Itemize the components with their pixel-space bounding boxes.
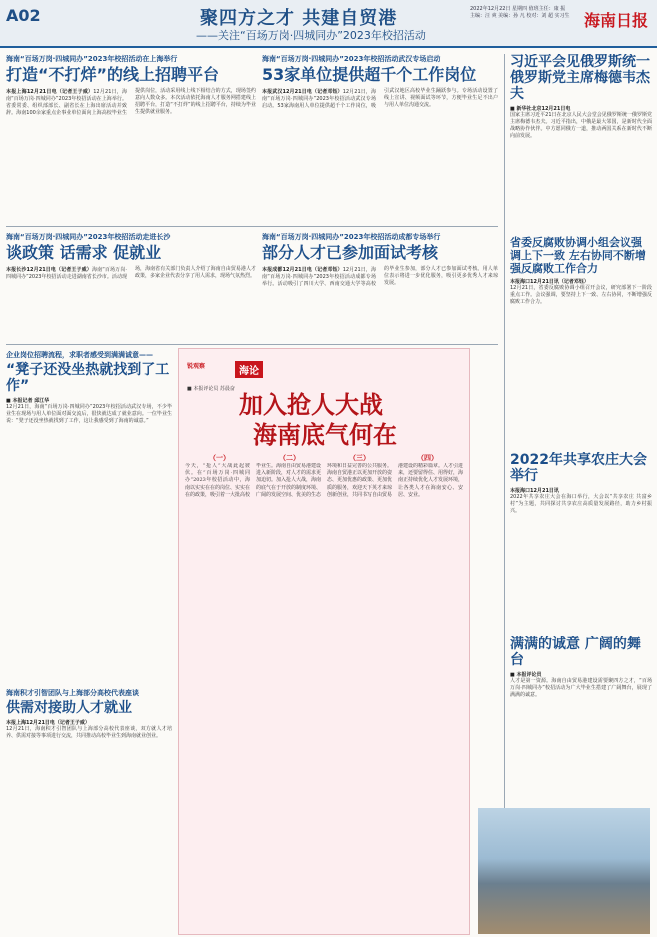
article-body: 本报武汉12月21日电（记者邓钰）12月21日，海南“百场万岗·四城同办”2023年校招活动武汉专场启动。53家海南用人单位提供超千个工作岗位，吸引武汉地区高校毕业生踊跃参与。专场活动设置了线上宣讲、视频面试等环节，方便毕业生足不出户与用人单位沟通交流。 [262,88,498,109]
article-body: 人才是第一资源。海南自由贸易港建设需要聚四方之才，“百场万岗·四城同办”校招活动为广大毕业生搭建了广阔舞台，展现了满满的诚意。 [510,678,652,698]
article-kicker: 海南“百场万岗·四城同办”2023年校招活动走进长沙 [6,233,171,241]
commentary-author: ■ 本报评论员 苏晨奋 [187,386,235,392]
article-anticorruption [510,236,652,448]
page-subtitle: ——关注“百场万岗·四城同办”2023年校招活动 [196,29,426,42]
issue-meta: 2022年12月22日 星期四 值班主任：康 振 主编：汪 爽 美编：孙 凡 校对：刘 超 实习生 [470,6,570,19]
article-chengdu [262,232,498,340]
article-headline: 谈政策 话需求 促就业 [6,243,162,262]
article-wuhan [262,54,498,222]
article-body: 本报成都12月21日电（记者邓钰）12月21日，海南“百场万岗·四城同办”2023年校招活动成都专场举行。活动吸引了四川大学、西南交通大学等高校的毕业生参加，部分人才已参加面试考核。用人单位表示将进一步优化服务，吸引更多优秀人才来琼发展。 [262,266,498,287]
section-number: （四） [417,454,438,462]
article-kicker: 海南“百场万岗·四城同办”2023年校招活动成都专场举行 [262,233,441,241]
article-body: 12月21日，海南积才引智团队与上海部分高校代表座谈，双方就人才培养、供需对接等事项进行交流，共同推动高校毕业生到海南就业创业。 [6,726,172,739]
section-number: （三） [349,454,370,462]
article-body: 国家主席习近平21日在北京人民大会堂会见俄罗斯统一俄罗斯党主席梅德韦杰夫。习近平指出，中俄是最大邻国，是新时代全面战略协作伙伴。中方愿同俄方一道，推动两国关系在新时代不断向前发展。 [510,112,652,139]
article-editorial [510,636,652,804]
article-forum [6,688,172,933]
divider [6,226,498,227]
page-number: A02 [6,6,41,25]
commentary-title-line2: 海南底气何在 [253,420,397,449]
article-xi-meeting [510,54,652,232]
article-body: 12月21日，海南“百场万岗·四城同办”2023年校招活动武汉专场，不少毕业生在现场与用人单位面对面交流后，很快就达成了就业意向。一位毕业生说：“凳子还没坐热就找到了工作，这让我感受到了海南的诚意。” [6,404,172,424]
article-byline: 本报海口12月21日讯（记者邓钰） [510,279,589,285]
commentary-body: 今天，“抢人”大战此起彼伏。在“百场万岗·四城同办”2023年校招活动中，海南以实实在在的岗位、实实在在的政策，吸引着一大批高校毕业生。海南自由贸易港建设进入新阶段，对人才的需求更加迫切。加入抢人大战，海南的底气在于开放的制度环境、广阔的发展空间、优美的生态环境和日益完善的公共服务。海南自贸港正以更加开放的姿态、更加优惠的政策、更加优质的服务，欢迎天下英才来琼创新创业，共同书写自由贸易港建设的精彩篇章。人才引进来，还要留得住、用得好，海南正持续优化人才发展环境，让各类人才在海南安心、安居、安业。 [185,463,463,498]
article-headline: 打造“不打烊”的线上招聘平台 [6,65,220,84]
divider [6,344,498,345]
column-seal: 海论 [235,361,263,378]
article-kicker: 海南积才引智团队与上海部分高校代表座谈 [6,689,139,697]
article-headline: 2022年共享农庄大会举行 [510,452,647,484]
column-divider [504,54,505,934]
column-tag: 锐观察 [187,363,206,370]
page-title: 聚四方之才 共建自贸港 [200,8,398,29]
article-headline: 供需对接助人才就业 [6,700,132,716]
article-body: 2022年共享农庄大会在海口举行，大会以“共享农庄 共富乡村”为主题，共同探讨共享农庄高质量发展路径，助力乡村振兴。 [510,494,652,514]
article-headline: 53家单位提供超千个工作岗位 [262,65,477,84]
newspaper-logo: 海南日报 [584,11,649,30]
article-byline: 本报上海12月21日电（记者王子威） [6,720,90,726]
article-byline: ■ 新华社北京12月21日电 [510,106,571,112]
news-photo [478,808,650,934]
article-changsha [6,232,256,340]
article-body: 12月21日，省委反腐败协调小组召开会议，研究部署下一阶段重点工作。会议强调，要坚持上下一致、左右协同，不断增强反腐败工作合力。 [510,285,652,305]
article-headline: “凳子还没坐热就找到了工作” [6,362,170,394]
commentary-title-line1: 加入抢人大战 [239,390,383,419]
article-kicker: 海南“百场万岗·四城同办”2023年校招活动在上海举行 [6,55,178,63]
article-headline: 部分人才已参加面试考核 [262,243,439,262]
article-body: 本报长沙12月21日电（记者王子威）海南“百场万岗·四城同办”2023年校招活动走进湖南省长沙市。活动现场，海南省有关部门负责人介绍了海南自由贸易港人才政策，多家企业代表分享了用人需求，现场气氛热烈。 [6,266,256,280]
article-headline: 省委反腐败协调小组会议强调上下一致 左右协同不断增强反腐败工作合力 [510,236,646,275]
article-headline: 满满的诚意 广阔的舞台 [510,636,641,668]
article-farm-conference [510,452,652,630]
article-shanghai [6,54,256,222]
commentary-box [178,348,470,935]
article-interview [6,350,172,680]
article-headline: 习近平会见俄罗斯统一俄罗斯党主席梅德韦杰夫 [510,54,650,102]
section-number: （一） [209,454,230,462]
article-byline: ■ 本报记者 邱江华 [6,398,50,404]
article-kicker: 海南“百场万岗·四城同办”2023年校招活动武汉专场启动 [262,55,441,63]
article-body: 本报上海12月21日电（记者王子威）12月21日，海南“百场万岗·四城同办”2023年校招活动在上海举行。省委常委、组织部部长、副省长在上海出席活动并致辞。海南100余家重点企事业单位面向上海高校毕业生提供岗位，活动采用线上线下相结合的方式，现场签约意向人数众多。本次活动依托海南人才服务网搭建线上招聘平台，打造“不打烊”的线上招聘平台，持续为毕业生提供就业服务。 [6,88,256,116]
article-byline: 本报海口12月21日讯 [510,488,559,494]
section-number: （二） [279,454,300,462]
article-kicker: 企业岗位招聘流程，求职者感受到满满诚意—— [6,351,153,359]
masthead [0,0,657,48]
article-byline: ■ 本报评论员 [510,672,542,678]
